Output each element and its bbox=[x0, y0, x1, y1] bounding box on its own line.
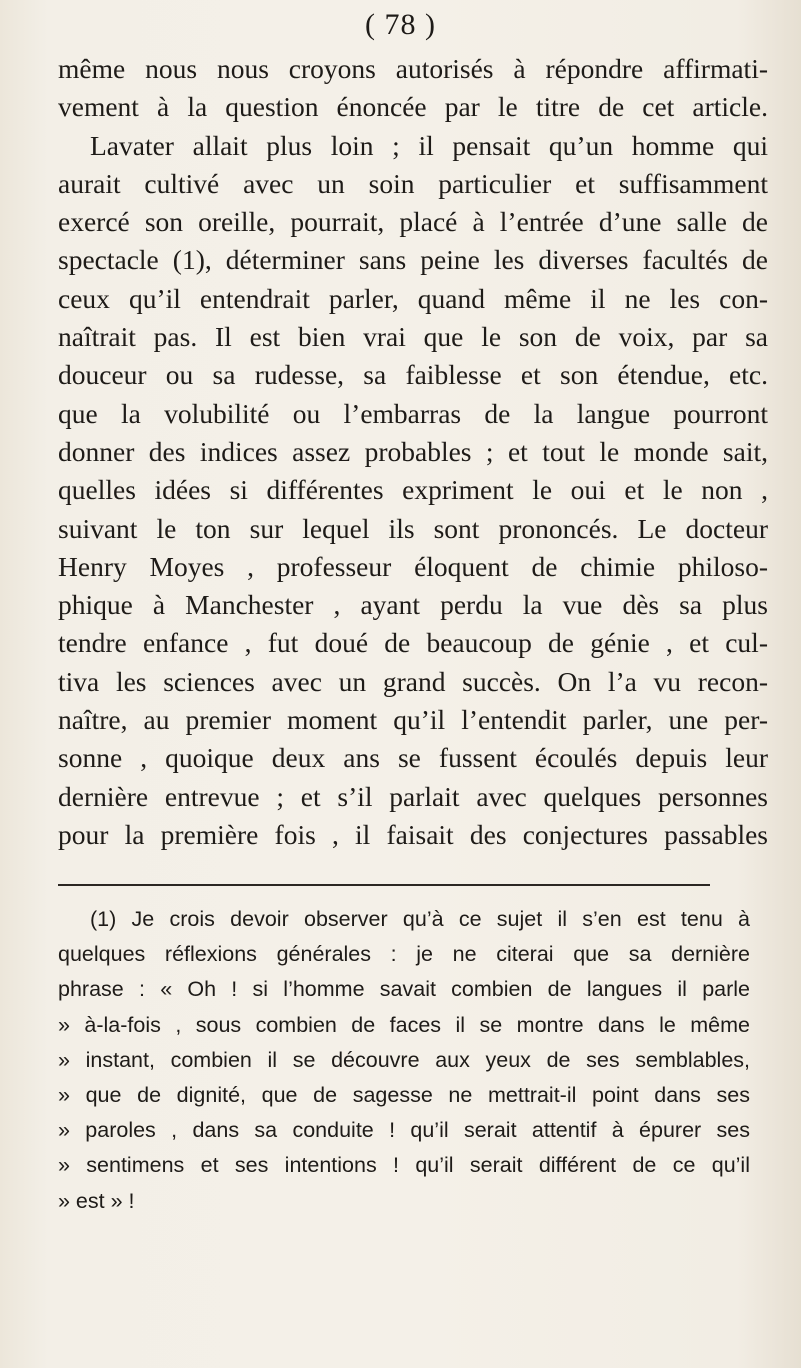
text-line: ceux qu’il entendrait parler, quand même il ne les con- bbox=[58, 282, 768, 314]
text-line: sonne , quoique deux ans se fussent écoulés depuis leur bbox=[58, 742, 768, 774]
text-line: tiva les sciences avec un grand succès. On l’a vu recon- bbox=[58, 665, 768, 697]
text-line: Henry Moyes , professeur éloquent de chimie philoso- bbox=[58, 550, 768, 582]
text-line: que la volubilité ou l’embarras de la langue pourront bbox=[58, 397, 768, 429]
text-line: aurait cultivé avec un soin particulier et suffisamment bbox=[58, 167, 768, 199]
footnote-line: » instant, combien il se découvre aux yeux de ses semblables, bbox=[58, 1047, 750, 1072]
main-text bbox=[58, 50, 768, 854]
text-line: naîtrait pas. Il est bien vrai que le son de voix, par sa bbox=[58, 321, 768, 353]
footnote-line: » que de dignité, que de sagesse ne mettrait-il point dans ses bbox=[58, 1083, 750, 1108]
page-number: ( 78 ) bbox=[365, 8, 436, 41]
footnote-line: » sentimens et ses intentions ! qu’il serait différent de ce qu’il bbox=[58, 1153, 750, 1178]
text-line: donner des indices assez probables ; et tout le monde sait, bbox=[58, 435, 768, 467]
footnote-line: quelques réflexions générales : je ne citerai que sa dernière bbox=[58, 942, 750, 967]
footnote-line: » est » ! bbox=[58, 1188, 135, 1213]
text-line: quelles idées si différentes expriment le oui et le non , bbox=[58, 474, 768, 506]
text-line: pour la première fois , il faisait des conjectures passables bbox=[58, 818, 768, 850]
text-line: naître, au premier moment qu’il l’entendit parler, une per- bbox=[58, 704, 768, 736]
text-line: suivant le ton sur lequel ils sont prononcés. Le docteur bbox=[58, 512, 768, 544]
text-line: Lavater allait plus loin ; il pensait qu’un homme qui bbox=[90, 129, 768, 161]
footnote-separator bbox=[58, 884, 710, 886]
footnote-line: (1) Je crois devoir observer qu’à ce sujet il s’en est tenu à bbox=[90, 907, 750, 931]
text-line: dernière entrevue ; et s’il parlait avec quelques personnes bbox=[58, 780, 768, 812]
text-line: même nous nous croyons autorisés à répondre affirmati- bbox=[58, 53, 768, 84]
footnote-line: phrase : « Oh ! si l’homme savait combien de langues il parle bbox=[58, 977, 750, 1002]
footnote-line: » à-la-fois , sous combien de faces il se montre dans le même bbox=[58, 1012, 750, 1037]
footnote-line: » paroles , dans sa conduite ! qu’il serait attentif à épurer ses bbox=[58, 1118, 750, 1143]
text-line: tendre enfance , fut doué de beaucoup de génie , et cul- bbox=[58, 627, 768, 659]
text-line: phique à Manchester , ayant perdu la vue dès sa plus bbox=[58, 589, 768, 621]
text-line: douceur ou sa rudesse, sa faiblesse et son étendue, etc. bbox=[58, 359, 768, 391]
text-line: exercé son oreille, pourrait, placé à l’entrée d’une salle de bbox=[58, 206, 768, 238]
text-line: vement à la question énoncée par le titre de cet article. bbox=[58, 91, 768, 123]
text-line: spectacle (1), déterminer sans peine les diverses facultés de bbox=[58, 244, 768, 276]
footnote bbox=[58, 902, 750, 1219]
